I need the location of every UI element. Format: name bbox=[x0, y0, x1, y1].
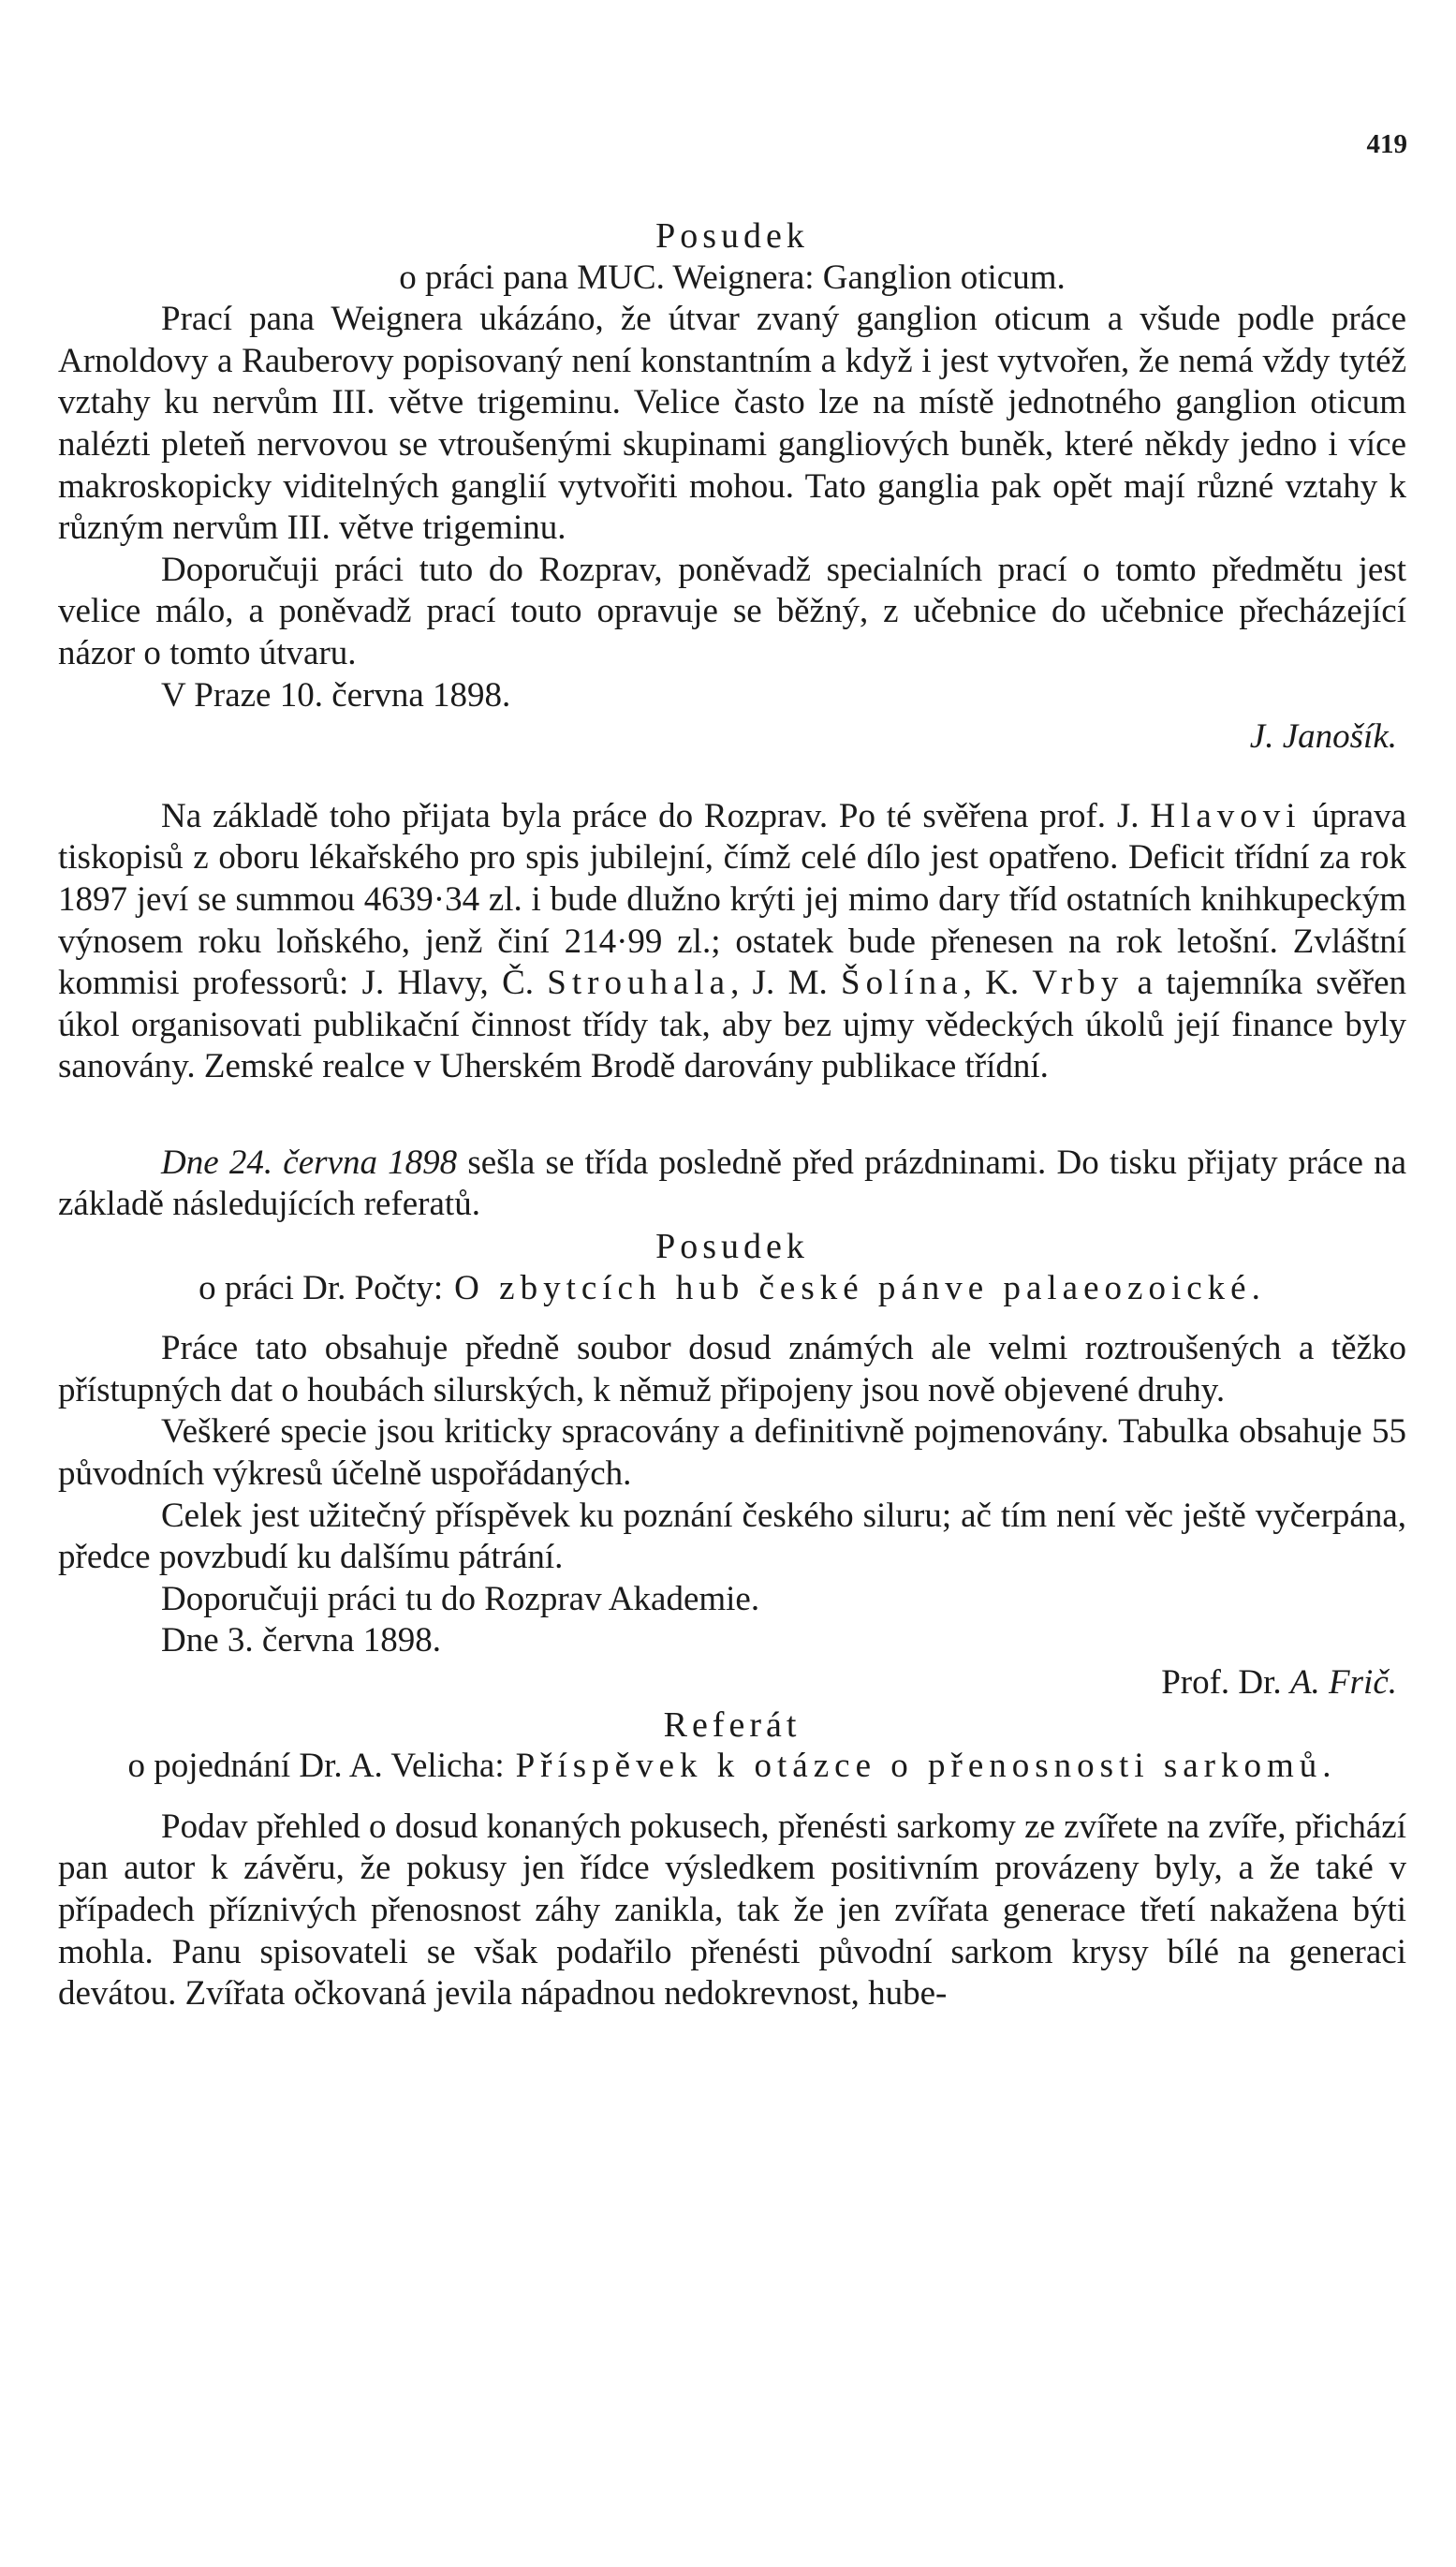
paragraph-pocta-1: Práce tato obsahuje předně soubor dosud známých ale velmi roztroušených a těžko přístupných dat o houbách silurských, k němuž připojeny jsou nově objevené druhy. bbox=[58, 1329, 1406, 1409]
paragraph-weigner-2: Doporučuji práci tuto do Rozprav, poněvadž specialních prací o tomto předmětu jest velice málo, a poněvadž prací touto opravuje se běžný, z učebnice do učebnice přecházející názor o tomto útvaru. bbox=[58, 550, 1406, 672]
paragraph-pocta-3: Celek jest užitečný příspěvek ku poznání českého siluru; ač tím není věc ještě vyčerpána, předce povzbudí ku dalšímu pátrání. bbox=[58, 1496, 1406, 1577]
session-text: sešla se třída posledně před prázdninami. Do tisku přijaty práce na základě následujících referatů. bbox=[58, 1143, 1407, 1224]
signature-janosik: J. Janošík. bbox=[1249, 717, 1397, 757]
section-title-velich bbox=[58, 1746, 1406, 1788]
signature-fric-prefix: Prof. Dr. bbox=[1161, 1663, 1282, 1702]
section-heading-referat: Referát bbox=[663, 1704, 802, 1745]
date-line-pocta: Dne 3. června 1898. bbox=[161, 1621, 441, 1660]
spacer bbox=[58, 1788, 1406, 1807]
paragraph-notice bbox=[58, 796, 1406, 1088]
section-heading-posudek-2: Posudek bbox=[655, 1227, 809, 1267]
notice-name-vrba: Vrby bbox=[1032, 964, 1125, 1003]
paragraph-pocta-4: Doporučuji práci tu do Rozprav Akademie. bbox=[161, 1579, 760, 1618]
section-title-weigner: o práci pana MUC. Weignera: Ganglion oticum. bbox=[399, 258, 1066, 297]
title-main-pocta: O zbytcích hub české pánve palaeozoické. bbox=[454, 1268, 1266, 1307]
spacer bbox=[58, 1309, 1406, 1328]
signature-fric bbox=[58, 1662, 1406, 1704]
notice-name-solin: Šolína bbox=[841, 964, 963, 1003]
title-prefix-pocta: o práci Dr. Počty: bbox=[199, 1268, 444, 1307]
section-title-pocta bbox=[58, 1268, 1406, 1310]
section-heading-posudek-1: Posudek bbox=[655, 216, 809, 256]
page-number: 419 bbox=[1366, 129, 1407, 159]
paragraph-session bbox=[58, 1143, 1406, 1226]
session-date: Dne 24. června 1898 bbox=[161, 1143, 458, 1182]
notice-text-1: Na základě toho přijata byla práce do Rozprav. Po té svěřena prof. J. bbox=[161, 796, 1140, 835]
spacer bbox=[58, 759, 1406, 796]
spacer bbox=[58, 1088, 1406, 1143]
paragraph-velich: Podav přehled o dosud konaných pokusech, přenésti sarkomy ze zvířete na zvíře, přichází pan autor k závěru, že pokusy jen řídce výsledkem positivním provázeny byly, a že také v případech příznivých přenosnost záhy zanikla, tak že jen zvířata generace třetí nakažena býti mohla. Panu spisovateli se však podařilo přenésti původní sarkom krysy bílé na generaci devátou. Zvířata očkovaná jevila nápadnou nedokrevnost, hube- bbox=[58, 1807, 1406, 2014]
notice-text-3: , J. M. bbox=[730, 964, 828, 1003]
notice-text-2: úprava tiskopisů z oboru lékařského pro spis jubilejní, čímž celé dílo jest opatřeno. Deficit třídní za rok 1897 jeví se summou 4639·34 zl. i bude dlužno krýti jej mimo dary tříd ostatních knihkupeckým výnosem roku loňského, jenž činí 214·99 zl.; ostatek bude přenesen na rok letošní. Zvláštní kommisi professorů: J. Hlavy, Č. bbox=[58, 796, 1407, 1003]
notice-name-hlavovi: Hlavovi bbox=[1150, 796, 1302, 835]
page-content bbox=[58, 215, 1406, 2015]
title-prefix-velich: o pojednání Dr. A. Velicha: bbox=[127, 1747, 505, 1786]
paragraph-weigner-1: Prací pana Weignera ukázáno, že útvar zvaný ganglion oticum a všude podle práce Arnoldovy a Rauberovy popisovaný není konstantním a když i jest vytvořen, že nemá vždy tytéž vztahy ku nervům III. větve trigeminu. Velice často lze na místě jednotného ganglion oticum nalézti pleteň nervovou se vtroušenými skupinami gangliových buněk, které někdy jedno i více makroskopicky viditelných ganglií vytvořiti mohou. Tato ganglia pak opět mají různé vztahy k různým nervům III. větve trigeminu. bbox=[58, 300, 1406, 548]
signature-fric-name: A. Frič. bbox=[1289, 1663, 1397, 1702]
title-main-velich: Příspěvek k otázce o přenosnosti sarkomů. bbox=[515, 1747, 1337, 1786]
paragraph-pocta-2: Veškeré specie jsou kriticky spracovány a definitivně pojmenovány. Tabulka obsahuje 55 původních výkresů účelně uspořádaných. bbox=[58, 1412, 1406, 1494]
date-line-weigner: V Praze 10. června 1898. bbox=[161, 675, 511, 715]
notice-name-strouhal: Strouhala bbox=[547, 964, 731, 1003]
notice-text-5: a tajemníka svěřen úkol organisovati publikační činnost třídy tak, aby bez ujmy vědeckých úkolů její finance byly sanovány. Zemské realce v Uherském Brodě darovány publikace třídní. bbox=[58, 964, 1407, 1086]
notice-text-4: , K. bbox=[963, 964, 1020, 1003]
